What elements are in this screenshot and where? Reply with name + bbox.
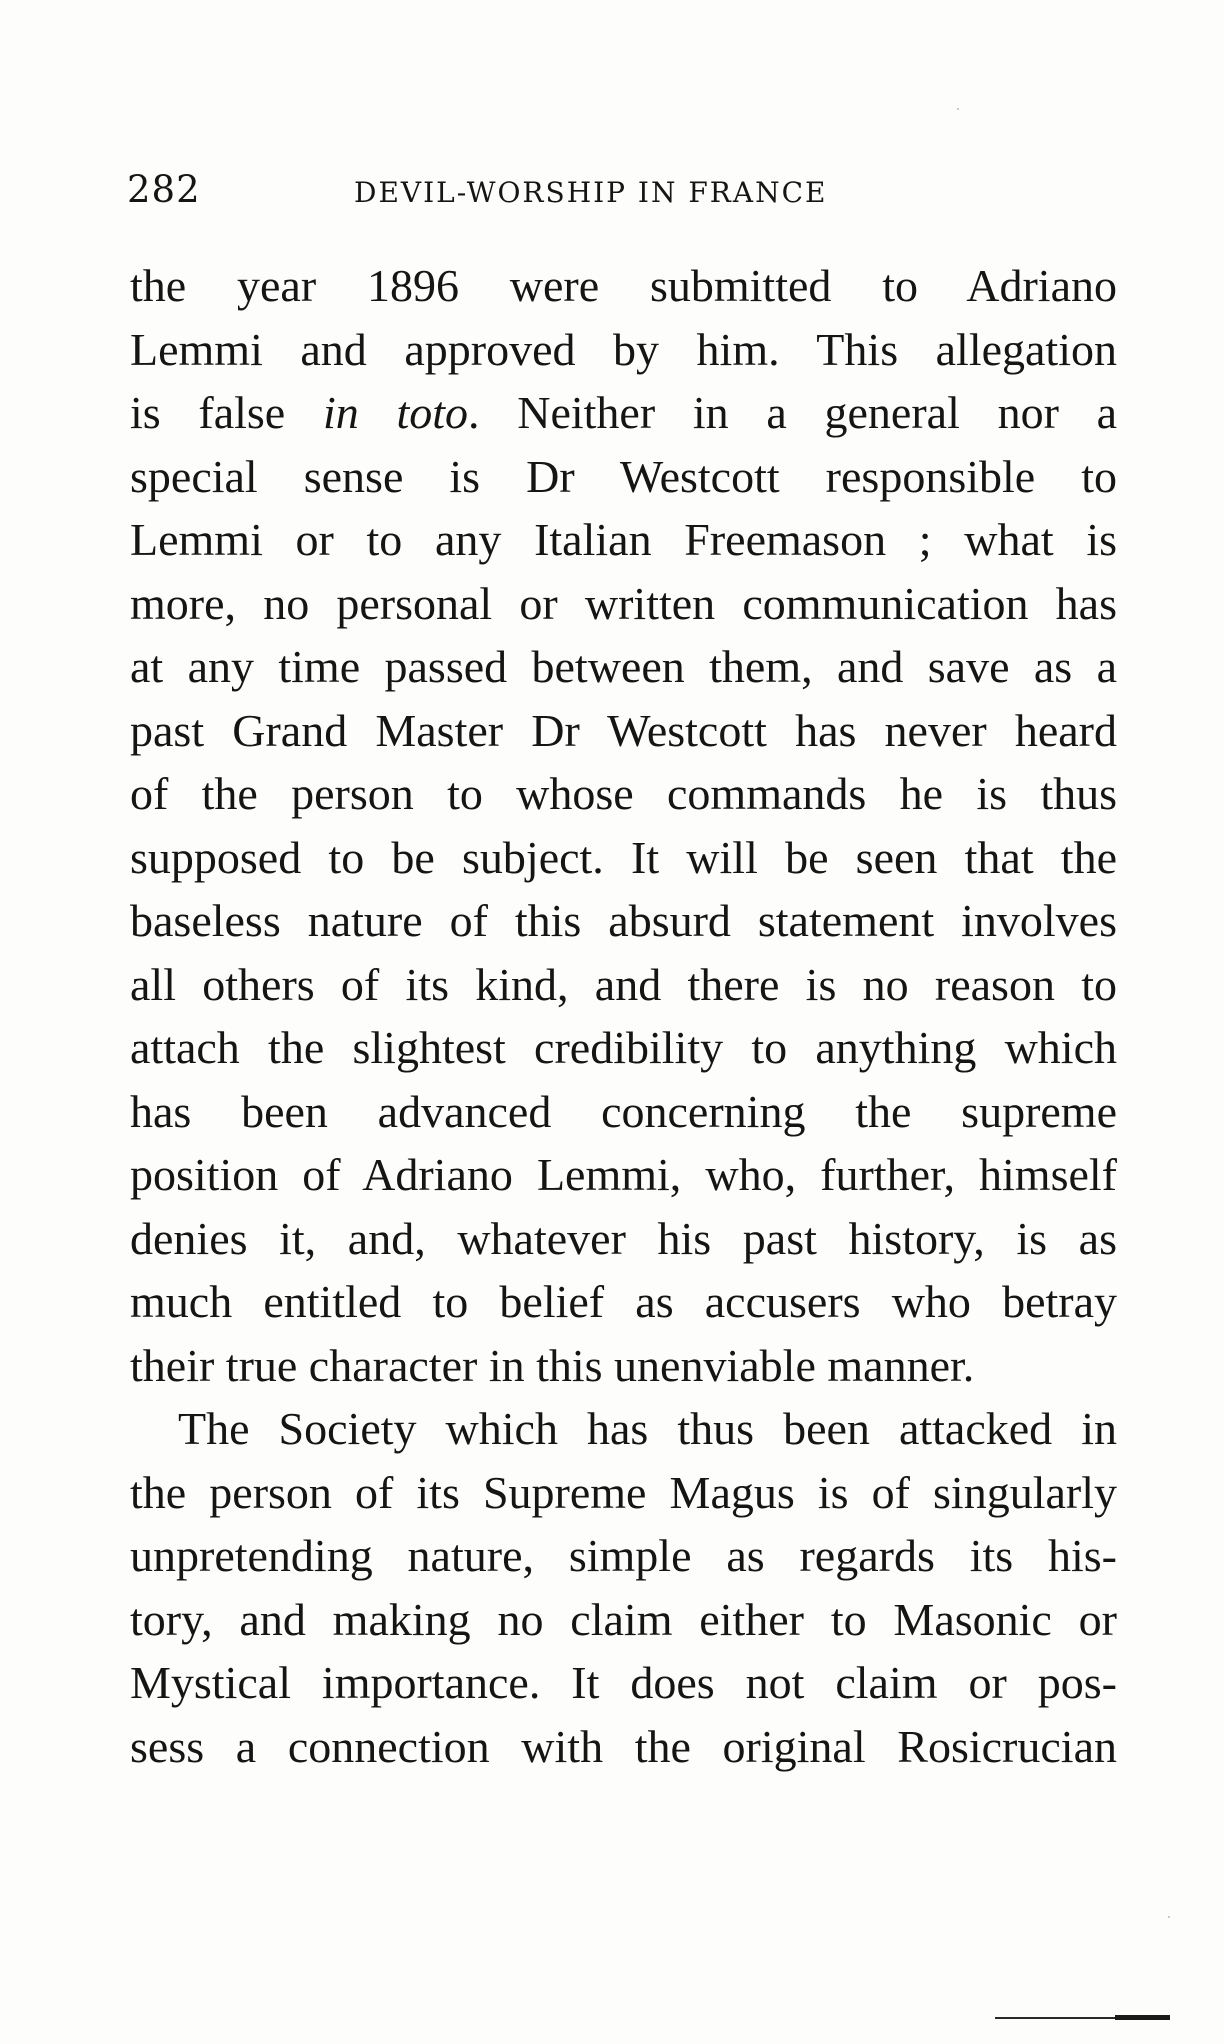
- body-text: [130, 254, 1117, 1778]
- paragraph: [130, 254, 1117, 1397]
- text-line: their true character in this unenviable manner.: [130, 1339, 975, 1391]
- page-header: [127, 168, 1117, 218]
- paragraph: [130, 1397, 1117, 1778]
- text-line: past Grand Master Dr Westcott has never heard: [130, 704, 1117, 756]
- text-run: is false: [130, 387, 323, 438]
- text-line: has been advanced concerning the supreme: [130, 1085, 1117, 1137]
- text-line: supposed to be subject. It will be seen that the: [130, 831, 1117, 883]
- paper-speck: [1168, 1916, 1170, 1918]
- text-line: special sense is Dr Westcott responsible to: [130, 450, 1117, 502]
- text-run: . Neither in a general nor a: [468, 387, 1118, 438]
- text-line: Mystical importance. It does not claim or pos-: [130, 1657, 1117, 1708]
- text-line: The Society which has thus been attacked in: [178, 1403, 1117, 1454]
- text-line: [130, 381, 1117, 445]
- text-line: much entitled to belief as accusers who betray: [130, 1276, 1117, 1327]
- text-line: of the person to whose commands he is thus: [130, 768, 1117, 819]
- bottom-rule-mark: [995, 2017, 1170, 2019]
- text-line: the person of its Supreme Magus is of singularly: [130, 1466, 1117, 1518]
- running-head: DEVIL-WORSHIP IN FRANCE: [354, 176, 828, 209]
- text-line: sess a connection with the original Rosicrucian: [130, 1720, 1117, 1772]
- text-line: more, no personal or written communication has: [130, 577, 1117, 629]
- text-line: Lemmi and approved by him. This allegation: [130, 323, 1117, 375]
- text-line: position of Adriano Lemmi, who, further, himself: [130, 1149, 1117, 1200]
- text-line: baseless nature of this absurd statement involves: [130, 895, 1117, 946]
- text-line: Lemmi or to any Italian Freemason ; what is: [130, 514, 1117, 565]
- text-line: unpretending nature, simple as regards its his-: [130, 1530, 1117, 1581]
- page-number: 282: [127, 168, 201, 211]
- text-line: the year 1896 were submitted to Adriano: [130, 260, 1117, 311]
- text-line: denies it, and, whatever his past history, is as: [130, 1212, 1117, 1264]
- text-line: tory, and making no claim either to Masonic or: [130, 1593, 1117, 1645]
- text-line: at any time passed between them, and save as a: [130, 641, 1117, 692]
- text-line: attach the slightest credibility to anything which: [130, 1022, 1117, 1073]
- paper-speck: [957, 108, 959, 110]
- italic-phrase: in toto: [322, 387, 469, 438]
- text-line: all others of its kind, and there is no reason to: [130, 958, 1117, 1010]
